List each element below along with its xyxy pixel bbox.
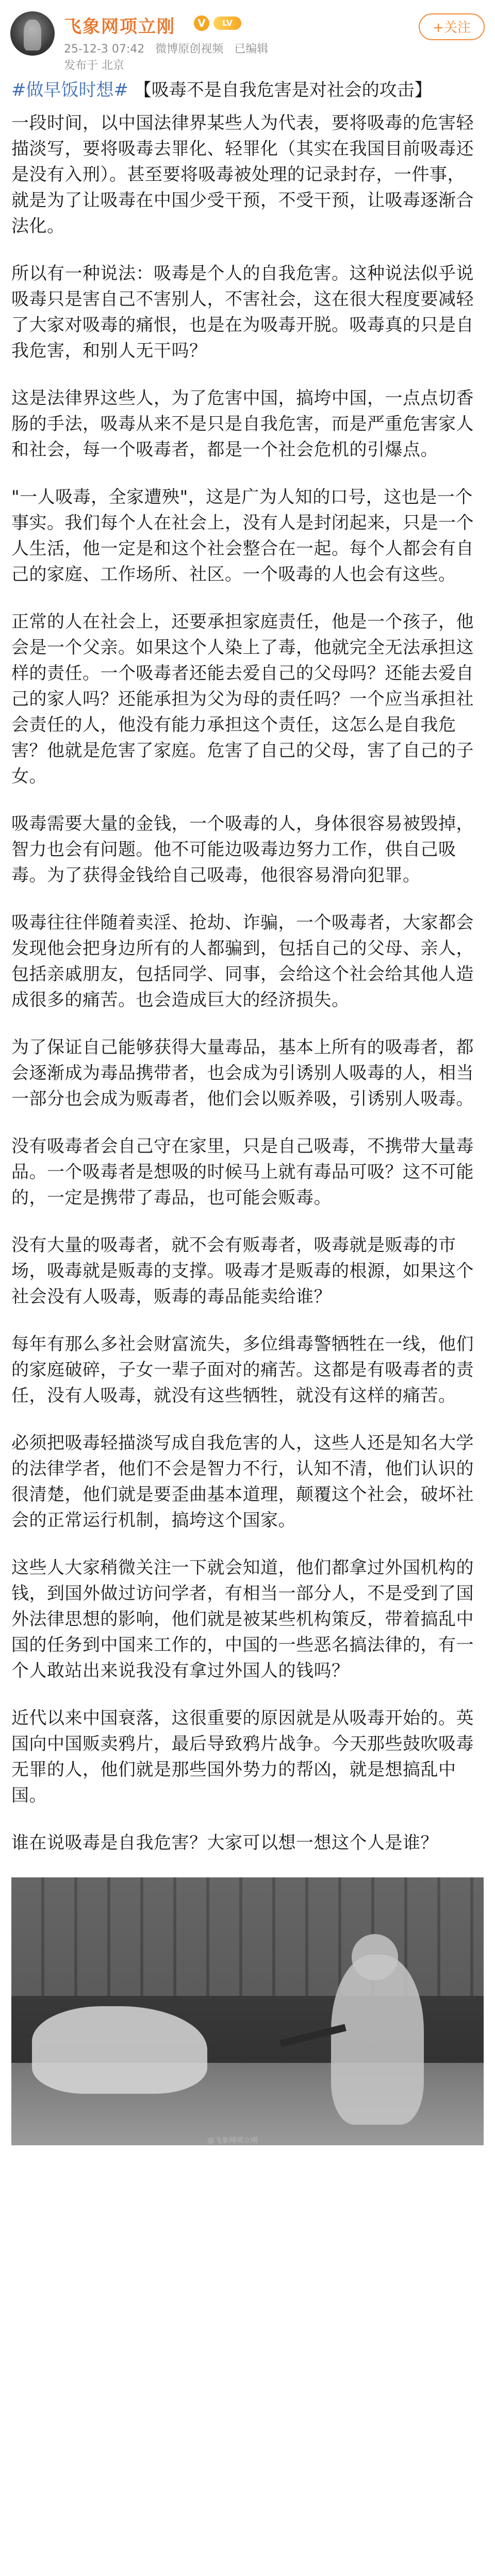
photo-reclining-person: [32, 2006, 207, 2094]
post-paragraph: 没有吸毒者会自己守在家里，只是自己吸毒，不携带大量毒品。一个吸毒者是想吸的时候马上就有毒品可吸？这不可能的，一定是携带了毒品，也可能会贩毒。: [11, 1136, 474, 1208]
paragraph-list: [11, 110, 475, 1856]
level-badge-icon: LV: [213, 16, 241, 30]
post-paragraph: 吸毒需要大量的金钱，一个吸毒的人，身体很容易被毁掉，智力也会有问题。他不可能边吸毒边努力工作，供自己吸毒。为了获得金钱给自己吸毒，他很容易滑向犯罪。: [11, 814, 474, 886]
post-paragraph: 这是法律界这些人，为了危害中国，搞垮中国，一点点切香肠的手法，吸毒从来不是只是自我危害，而是严重危害家人和社会，每一个吸毒者，都是一个社会危机的引爆点。: [11, 388, 474, 460]
post-source: 微博原创视频: [155, 43, 224, 56]
post-paragraph: "一人吸毒，全家遭殃"，这是广为人知的口号，这也是一个事实。我们每个人在社会上，没有人是封闭起来，只是一个人生活，他一定是和这个社会整合在一起。每个人都会有自己的家庭、工作场所、社区。一个吸毒的人也会有这些。: [11, 487, 474, 585]
post-paragraph: 所以有一种说法：吸毒是个人的自我危害。这种说法似乎说吸毒只是害自己不害别人，不害社会，这在很大程度要减轻了大家对吸毒的痛恨，也是在为吸毒开脱。吸毒真的只是自我危害，和别人无干吗？: [11, 263, 474, 361]
post-paragraph: 没有大量的吸毒者，就不会有贩毒者，吸毒就是贩毒的市场，吸毒就是贩毒的支撑。吸毒才是贩毒的根源，如果这个社会没有人吸毒，贩毒的毒品能卖给谁？: [11, 1235, 474, 1307]
post-edited-label[interactable]: 已编辑: [234, 43, 269, 56]
verified-badge-icon: V: [194, 15, 209, 31]
post-timestamp: 25-12-3 07:42: [64, 43, 145, 56]
post-location: 发布于 北京: [64, 59, 124, 72]
post-paragraph: 为了保证自己能够获得大量毒品，基本上所有的吸毒者，都会逐渐成为毒品携带者，也会成为引诱别人吸毒的人，相当一部分也会成为贩毒者，他们会以贩养吸，引诱别人吸毒。: [11, 1037, 474, 1109]
photo-background-wall: [11, 1877, 484, 1996]
avatar[interactable]: [10, 11, 55, 56]
post-meta: [64, 40, 275, 56]
post-paragraph: 必须把吸毒轻描淡写成自我危害的人，这些人还是知名大学的法律学者，他们不会是智力不行，认知不清，他们认识的很清楚，他们就是要歪曲基本道理，颠覆这个社会，破坏社会的正常运行机制，搞垮这个国家。: [11, 1433, 474, 1531]
post-body: [11, 77, 475, 2151]
post-paragraph: 近代以来中国衰落，这很重要的原因就是从吸毒开始的。英国向中国贩卖鸦片，最后导致鸦片战争。今天那些鼓吹吸毒无罪的人，他们就是那些国外势力的帮凶，就是想搞乱中国。: [11, 1708, 474, 1806]
post-title-line: [11, 77, 475, 103]
post-paragraph: 一段时间，以中国法律界某些人为代表，要将吸毒的危害轻描淡写，要将吸毒去罪化、轻罪化（其实在我国目前吸毒还是没有入刑）。甚至要将吸毒被处理的记录封存，一件事，就是为了让吸毒在中国少受干预，不受干预，让吸毒逐渐合法化。: [11, 113, 474, 236]
post-paragraph: 正常的人在社会上，还要承担家庭责任，他是一个孩子，他会是一个父亲。如果这个人染上了毒，他就完全无法承担这样的责任。一个吸毒者还能去爱自己的父母吗？还能去爱自己的家人吗？还能承担为父为母的责任吗？一个应当承担社会责任的人，他没有能力承担这个责任，这怎么是自我危害？他就是危害了家庭。危害了自己的父母，害了自己的子女。: [11, 612, 474, 787]
avatar-figure: [24, 20, 41, 50]
photo-watermark: @飞象网项立刚: [207, 2137, 258, 2145]
post-paragraph: 这些人大家稍微关注一下就会知道，他们都拿过外国机构的钱，到国外做过访问学者，有相当一部分人，不是受到了国外法律思想的影响，他们就是被某些机构策反，带着搞乱中国的任务到中国来工作的，中国的一些恶名搞法律的，有一个人敢站出来说我没有拿过外国人的钱吗？: [11, 1557, 474, 1681]
topic-tag-link[interactable]: #做早饭时想#: [11, 80, 128, 100]
post-title: 【吸毒不是自我危害是对社会的攻击】: [134, 80, 432, 100]
post-header: [0, 0, 495, 77]
post-paragraph: 谁在说吸毒是自我危害？大家可以想一想这个人是谁？: [11, 1833, 438, 1853]
post-paragraph: 每年有那么多社会财富流失，多位缉毒警牺牲在一线，他们的家庭破碎，子女一辈子面对的痛苦。这都是有吸毒者的责任，没有人吸毒，就没有这些牺牲，就没有这样的痛苦。: [11, 1334, 474, 1406]
post-image[interactable]: [11, 1877, 484, 2145]
post-paragraph: 吸毒往往伴随着卖淫、抢劫、诈骗，一个吸毒者，大家都会发现他会把身边所有的人都骗到，包括自己的父母、亲人，包括亲戚朋友，包括同学、同事，会给这个社会给其他人造成很多的痛苦。也会造成巨大的经济损失。: [11, 912, 474, 1010]
photo-seated-person: [331, 1955, 424, 2125]
follow-button[interactable]: +关注: [419, 13, 485, 40]
author-nickname[interactable]: 飞象网项立刚: [64, 16, 175, 37]
